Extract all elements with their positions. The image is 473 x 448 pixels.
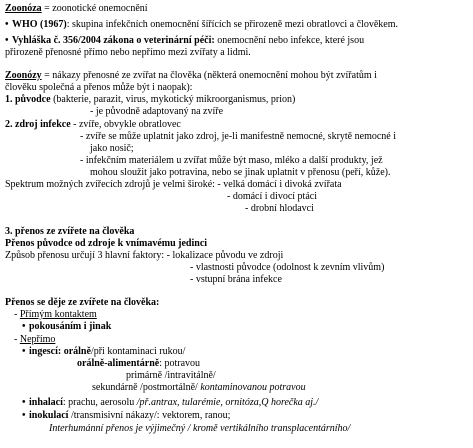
oralne-alimentarne-term: orálně-alimentárně — [77, 358, 160, 369]
section-3-title: 3. přenos ze zvířete na člověka — [5, 226, 135, 237]
bullet-icon: • — [5, 19, 9, 30]
bullet-icon: • — [5, 35, 9, 46]
zoonoza-line — [5, 3, 148, 15]
neprimo-term: Nepřímo — [19, 334, 56, 345]
inokulaci-definition: /transmisivní nákazy/: vektorem, ranou; — [68, 410, 231, 421]
zdroj-term: zdroj infekce — [15, 119, 71, 130]
vyhlaska-definition: onemocnění nebo infekce, které jsou — [214, 35, 365, 46]
interhumanni-line: Interhumánní přenos je výjimečný / kromě vertikálního transplacentárního/ — [49, 423, 351, 434]
ingesci-term: ingescí: oráln — [29, 346, 87, 357]
inokulaci-term: inokulací — [29, 410, 69, 421]
factor-3: - vstupní brána infekce — [190, 274, 282, 285]
ingesci-line — [22, 346, 185, 358]
zoonozy-definition-cont: člověku společná a přenos může být i naopak): — [5, 82, 193, 93]
inhalaci-examples: /př.antrax, tularémie, ornitóza,Q horečka aj./ — [136, 397, 319, 408]
zdroj-sub-1: - zvíře se může uplatnit jako zdroj, je-li manifestně nemocné, skrytě nemocné i — [80, 131, 396, 142]
inhalaci-term: inhalací — [29, 397, 63, 408]
pokousanim-term: pokousáním i jinak — [29, 321, 112, 332]
puvodce-number: 1. — [5, 94, 15, 105]
primym-line — [14, 309, 97, 321]
primarne-line: primárně /intravitálně/ — [126, 370, 216, 381]
puvodce-sub: - je původně adaptovaný na zvíře — [90, 106, 224, 117]
ingesci-definition: /při kontaminaci rukou/ — [90, 346, 186, 357]
oralne-alimentarne-line — [77, 358, 200, 370]
kontaminovanou-text: kontaminovanou potravou — [200, 382, 306, 393]
bullet-icon: • — [22, 410, 26, 421]
zdroj-sub-1-cont: jako nosič; — [90, 143, 134, 154]
bullet-icon: • — [22, 321, 26, 332]
dash: - — [14, 334, 20, 345]
deje-title: Přenos se děje ze zvířete na člověka: — [5, 297, 160, 308]
bullet-icon: • — [22, 397, 26, 408]
inhalaci-definition: : prachu, aerosolu — [62, 397, 137, 408]
vyhlaska-definition-cont: přirozeně přenosné přímo nebo nepřímo mezi zvířaty a lidmi. — [5, 47, 251, 58]
who-definition: : skupina infekčních onemocnění šířících se přirozeně mezi obratlovci a člověkem. — [66, 19, 398, 30]
inokulaci-line — [22, 410, 230, 422]
vyhlaska-line — [5, 35, 364, 47]
who-term: WHO (1967) — [12, 19, 67, 30]
factor-2: - vlastnosti původce (odolnost k zevním vlivům) — [190, 262, 385, 273]
zdroj-line — [5, 119, 181, 131]
ingesci-term-end: ě — [86, 346, 91, 357]
zdroj-sub-2-cont: mohou sloužit jako potravina, nebo se jinak uplatnit v přenosu (peří, kůže). — [90, 167, 391, 178]
vyhlaska-term: Vyhláška č. 356/2004 zákona o veterinární péči: — [12, 35, 215, 46]
zoonozy-line-2 — [5, 82, 192, 94]
zoonoza-term: Zoonóza — [5, 3, 42, 14]
bullet-icon: • — [22, 346, 26, 357]
sekundarne-term: sekundárně /postmortálně/ — [92, 382, 201, 393]
puvodce-definition: (bakterie, parazit, virus, mykotický mikroorganismus, prion) — [50, 94, 296, 105]
sekundarne-line — [92, 382, 306, 394]
dash: - — [14, 309, 20, 320]
primym-term: Přímým kontaktem — [19, 309, 97, 320]
oralne-alimentarne-def: : potravou — [159, 358, 201, 369]
vyhlaska-line-2 — [5, 47, 251, 59]
who-line — [5, 19, 398, 31]
zdroj-definition: - zvíře, obvykle obratlovec — [70, 119, 181, 130]
factors-line: Způsob přenosu určují 3 hlavní faktory: - lokalizace původu ve zdroji — [5, 250, 284, 261]
inhalaci-line — [22, 397, 318, 409]
zoonoza-definition: = zoonotické onemocnění — [41, 3, 148, 14]
puvodce-term: původce — [15, 94, 51, 105]
spektrum-line: Spektrum možných zvířecích zdrojů je velmi široké: - velká domácí i divoká zvířata — [5, 179, 342, 190]
pokousanim-line — [22, 321, 111, 333]
zoonozy-term: Zoonózy — [5, 70, 42, 81]
zdroj-number: 2. — [5, 119, 15, 130]
spektrum-sub-2: - drobní hlodavci — [245, 203, 314, 214]
section-3-subtitle: Přenos původce od zdroje k vnímavému jedinci — [5, 238, 208, 249]
zoonozy-line — [5, 70, 377, 82]
zoonozy-definition: = nákazy přenosné ze zvířat na člověka (některá onemocnění mohou být zvířatům i — [41, 70, 377, 81]
spektrum-sub-1: - domácí i divocí ptáci — [227, 191, 317, 202]
puvodce-line — [5, 94, 295, 106]
zdroj-sub-2: - infekčním materiálem u zvířat může být maso, mléko a další produkty, jež — [80, 155, 383, 166]
neprimo-line — [14, 334, 55, 346]
